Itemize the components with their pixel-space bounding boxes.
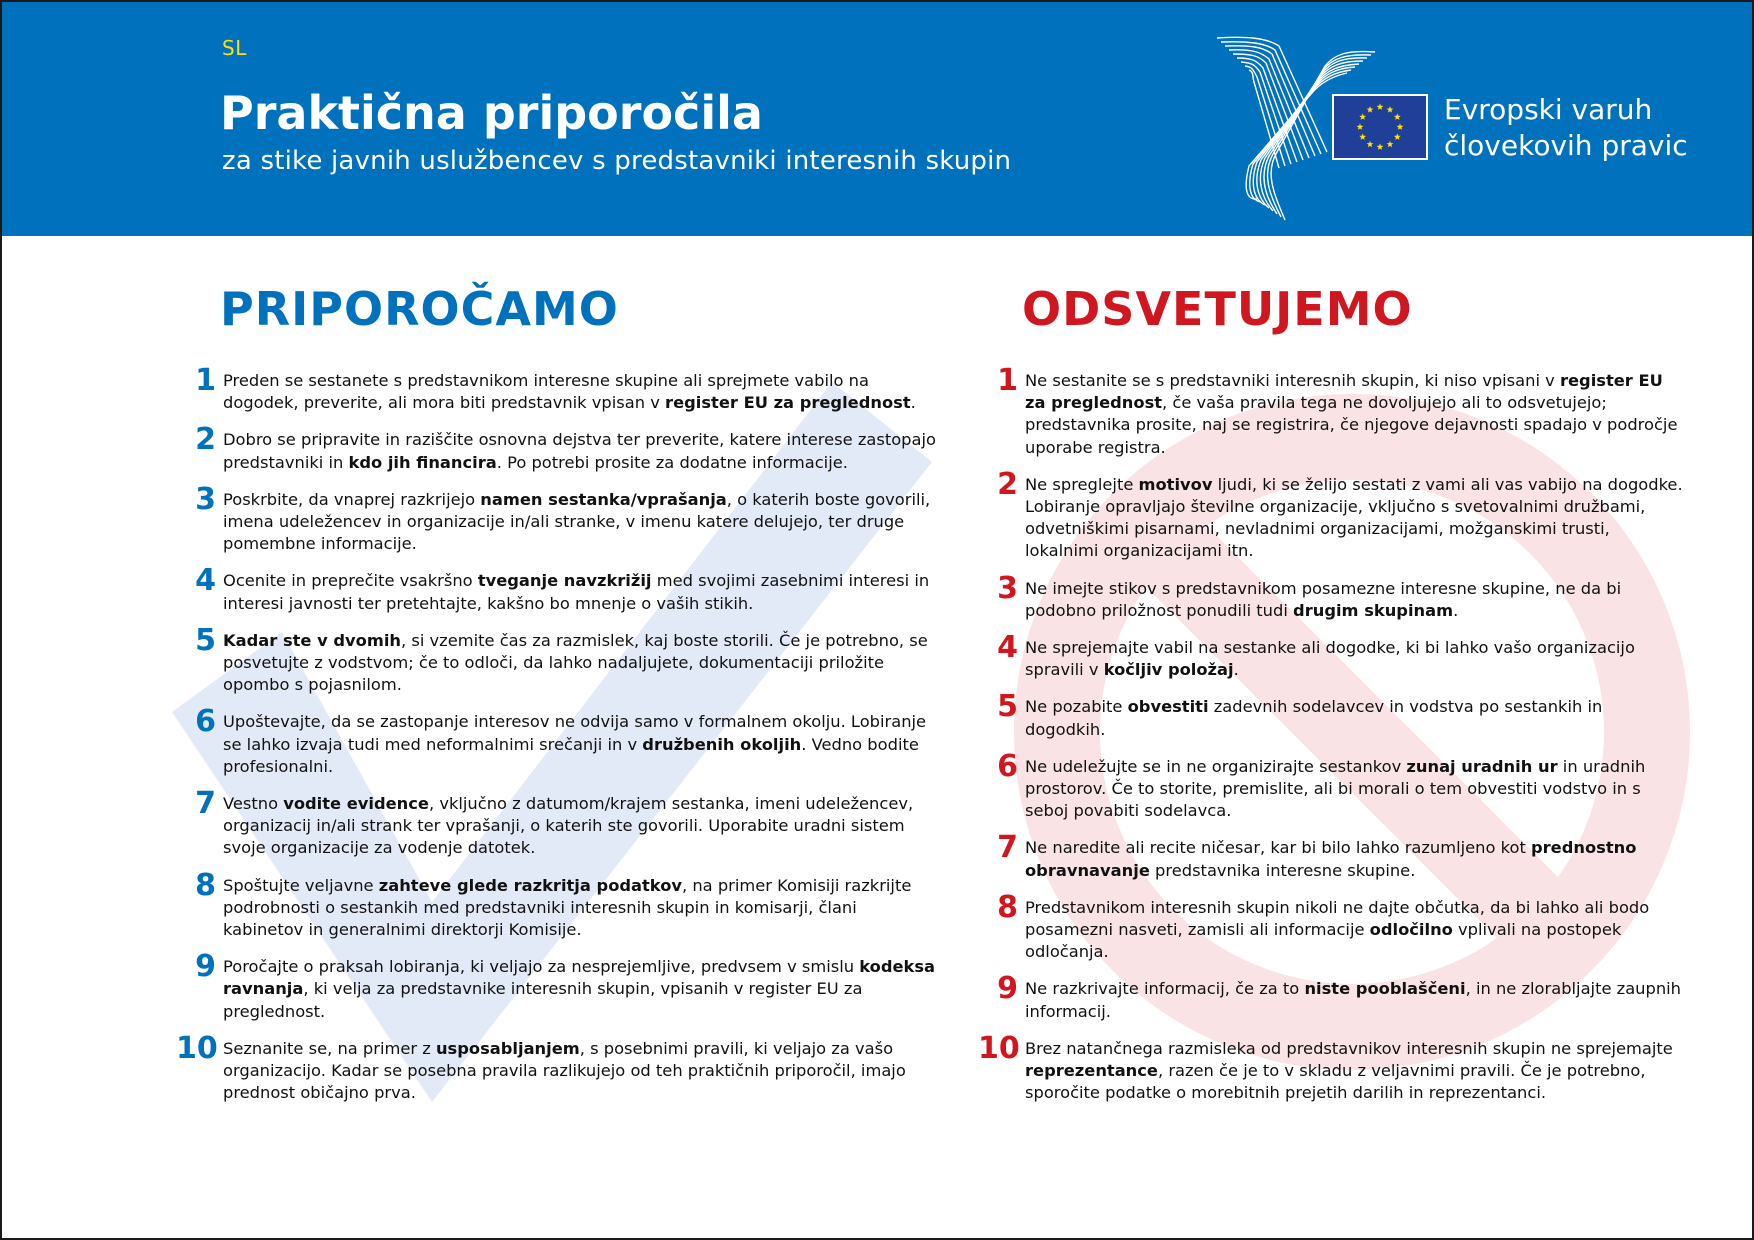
recommend-item-number: 6 [195, 704, 216, 740]
recommend-item-text [223, 1039, 906, 1102]
eu-star [1359, 133, 1366, 140]
recommend-item [182, 949, 942, 1023]
body-text: ljudi, ki se želijo sestati z vami ali vas vabijo na dogodke. Lobiranje opravljajo številne organizacije, vključno s svetovalnimi družbami, odvetniškimi pisarnami, nevladnimi organizacijami, možganskimi trusti, lokalnimi organizacijami itn. [1025, 474, 1683, 561]
body-text: , in ne zlorabljajte zaupnih informacij. [1025, 979, 1681, 1021]
discourage-item-text [1025, 697, 1602, 738]
recommend-list [176, 363, 942, 1104]
discourage-item-text [1025, 757, 1645, 820]
header-banner [2, 2, 1752, 236]
eu-star [1394, 133, 1401, 140]
eu-star [1377, 103, 1384, 110]
emphasis-text: motivov [1138, 474, 1213, 494]
body-text: Ne sestanite se s predstavniki interesnih skupin, ki niso vpisani v [1025, 371, 1560, 390]
emphasis-text: obvestiti [1127, 697, 1209, 717]
recommend-item [182, 363, 942, 414]
recommend-item-number: 8 [195, 867, 216, 903]
discourage-item [978, 1030, 1684, 1105]
emphasis-text: drugim skupinam [1293, 600, 1454, 620]
discourage-list [978, 363, 1684, 1104]
discourage-item-text [1025, 838, 1636, 879]
eu-star [1397, 123, 1404, 130]
emphasis-text: reprezentance [1025, 1061, 1158, 1081]
body-text: Ne sprejemajte vabil na sestanke ali dogodke, ki bi lahko vašo organizacijo spravili v [1025, 638, 1635, 680]
recommend-item-number: 7 [195, 786, 216, 822]
recommend-item-number: 4 [195, 563, 216, 599]
recommend-item-text [223, 631, 928, 694]
recommend-column [176, 282, 942, 1119]
discourage-heading: ODSVETUJEMO [1022, 282, 1413, 336]
body-text: Dobro se pripravite in raziščite osnovna dejstva ter preverite, katere interese zastopajo predstavniki in [223, 430, 936, 472]
body-text: . [1233, 660, 1239, 680]
discourage-item-text [1025, 979, 1681, 1020]
body-text: vplivali na postopek odločanja. [1025, 920, 1622, 962]
recommend-item [182, 704, 942, 778]
emphasis-text: niste pooblaščeni [1304, 979, 1466, 999]
body-text: , si vzemite čas za razmislek, kaj boste storili. Če je potrebno, se posvetujte z vodstvom; če to odloči, da lahko nadaljujete, dokumentaciji priložite opombo s pojasnilom. [223, 630, 928, 695]
recommend-item-number: 2 [195, 422, 216, 458]
discourage-item [984, 466, 1684, 563]
discourage-item-number: 10 [978, 1030, 1020, 1066]
eu-flag-icon [1332, 94, 1428, 160]
eu-star [1367, 106, 1374, 113]
body-text: Spoštujte veljavne [223, 875, 379, 895]
discourage-item-text [1025, 475, 1683, 561]
discourage-item-text [1025, 638, 1635, 679]
emphasis-text: tveganje navzkrižij [477, 571, 652, 591]
eu-star [1377, 143, 1384, 150]
recommend-item [182, 422, 942, 473]
recommend-item-text [223, 876, 911, 939]
discourage-item [984, 363, 1684, 459]
body-text: Ne udeležujte se in ne organizirajte sestankov [1025, 756, 1407, 776]
organization-name-line-1: Evropski varuh [1444, 93, 1653, 126]
eu-star [1387, 141, 1394, 148]
recommend-item [182, 867, 942, 942]
emphasis-text: register EU za preglednost [1025, 371, 1663, 413]
page-subtitle: za stike javnih uslužbencev s predstavniki interesnih skupin [222, 146, 1012, 176]
body-text: . Vedno bodite profesionalni. [223, 734, 919, 776]
emphasis-text: namen sestanka/vprašanja [480, 489, 727, 509]
recommend-item-number: 5 [195, 622, 216, 658]
recommend-item-text [223, 712, 926, 775]
emphasis-text: vodite evidence [283, 794, 429, 814]
body-text: Ne pozabite [1025, 697, 1128, 717]
body-text: predstavnika interesne skupine. [1149, 860, 1416, 880]
discourage-item-number: 3 [997, 570, 1018, 606]
discourage-item [984, 630, 1684, 681]
discourage-item-number: 5 [997, 689, 1018, 725]
discourage-item-number: 8 [997, 889, 1018, 925]
body-text: Poskrbite, da vnaprej razkrijejo [223, 489, 481, 509]
recommend-item-text [223, 794, 913, 857]
discourage-item-text [1025, 579, 1621, 620]
body-text: , na primer Komisiji razkrijte podrobnosti o sestankih med predstavniki interesnih skupin in komisarji, člani kabinetov in generalnimi direktorji Komisije. [223, 875, 912, 940]
discourage-item [984, 689, 1684, 740]
emphasis-text: prednostno obravnavanje [1025, 838, 1637, 880]
body-text: , ki velja za predstavnike interesnih skupin, vpisanih v register EU za preglednost. [223, 979, 863, 1021]
body-text: , če vaša pravila tega ne dovoljujejo ali to odsvetujejo; predstavnika prosite, naj se registrira, če njegove dejavnosti spadajo v področje uporabe registra. [1025, 393, 1678, 457]
discourage-item-number: 4 [997, 630, 1018, 666]
body-text: . Po potrebi prosite za dodatne informacije. [496, 452, 848, 472]
body-text: Vestno [223, 794, 284, 814]
discourage-item [984, 889, 1684, 964]
body-text: , o katerih boste govorili, imena udeležencev in organizacije in/ali stranke, v imenu katere delujejo, ter druge pomembne informacije. [223, 489, 931, 554]
emphasis-text: kdo jih financira [348, 452, 497, 472]
organization-name-line-2: človekovih pravic [1444, 129, 1688, 162]
body-text: Ne imejte stikov s predstavnikom posamezne interesne skupine, ne da bi podobno priložnost ponudili tudi [1025, 578, 1622, 620]
body-text: , vključno z datumom/krajem sestanka, imeni udeležencev, organizacij in/ali strank ter vprašanji, o katerih ste govorili. Uporabite uradni sistem svoje organizacije za vodenje datotek. [223, 794, 914, 858]
discourage-item [984, 748, 1684, 823]
eu-stars-circle [1334, 96, 1426, 158]
discourage-item-number: 7 [997, 830, 1018, 866]
discourage-item-text [1025, 371, 1677, 457]
eu-star [1357, 123, 1364, 130]
eu-star [1387, 106, 1394, 113]
page-title: Praktična priporočila [220, 86, 763, 140]
body-text: Ne spreglejte [1025, 474, 1139, 494]
recommend-item-text [223, 430, 936, 471]
body-text: Poročajte o praksah lobiranja, ki veljajo za nesprejemljive, predvsem v smislu [223, 957, 860, 977]
discourage-column [978, 282, 1684, 1119]
discourage-item-text [1025, 1039, 1673, 1102]
organization-name [1444, 92, 1688, 164]
body-text: . [910, 393, 916, 413]
body-text: , s posebnimi pravili, ki veljajo za vašo organizacijo. Kadar se posebna pravila razlikujejo od teh praktičnih priporočil, imajo prednost običajno prva. [223, 1038, 906, 1103]
body-text: med svojimi zasebnimi interesi in interesi javnosti ter pretehtajte, kakšno bo mnenje o vaših stikih. [223, 571, 930, 613]
recommend-item-number: 1 [195, 363, 216, 398]
recommend-item [182, 563, 942, 614]
eu-star [1394, 113, 1401, 120]
body-text: , razen če je to v skladu z veljavnimi pravili. Če je potrebno, sporočite podatke o morebitnih prejetih darilih in reprezentanci. [1025, 1061, 1646, 1103]
body-text: Ocenite in preprečite vsakršno [223, 571, 478, 591]
emphasis-text: register EU za preglednost [665, 393, 911, 413]
discourage-item [984, 570, 1684, 622]
emphasis-text: kočljiv položaj [1103, 660, 1234, 680]
discourage-item-number: 6 [997, 748, 1018, 784]
emphasis-text: odločilno [1369, 920, 1453, 940]
body-text: Upoštevajte, da se zastopanje interesov ne odvija samo v formalnem okolju. Lobiranje se lahko izvaja tudi med neformalnimi srečanji in v [223, 712, 927, 754]
discourage-item-number: 9 [997, 971, 1018, 1007]
recommend-item-number: 9 [195, 949, 216, 985]
discourage-item-text [1025, 898, 1649, 961]
discourage-item [984, 971, 1684, 1022]
body-text: . [1453, 600, 1459, 620]
body-text: Brez natančnega razmisleka od predstavnikov interesnih skupin ne sprejemajte [1025, 1038, 1673, 1058]
emphasis-text: kodeksa ravnanja [223, 957, 936, 999]
recommend-item [182, 622, 942, 697]
body-text: zadevnih sodelavcev in vodstva po sestankih in dogodkih. [1025, 697, 1603, 739]
emphasis-text: zahteve glede razkritja podatkov [378, 875, 682, 895]
recommend-item-text [223, 571, 929, 612]
emphasis-text: usposabljanjem [435, 1038, 580, 1058]
discourage-item-number: 1 [997, 363, 1018, 398]
eu-star [1367, 141, 1374, 148]
emphasis-text: Kadar ste v dvomih [223, 630, 401, 650]
recommend-item-text [223, 371, 916, 412]
recommend-item-number: 10 [176, 1030, 218, 1066]
discourage-item-number: 2 [997, 466, 1018, 502]
discourage-item [984, 830, 1684, 881]
body-text: Predstavnikom interesnih skupin nikoli ne dajte občutka, da bi lahko ali bodo posamezni nasveti, zamisli ali informacije [1025, 897, 1650, 940]
body-text: in uradnih prostorov. Če to storite, premislite, ali bi morali o tem obvestiti vodstvo in s seboj povabiti sodelavca. [1025, 756, 1646, 821]
language-code: SL [222, 36, 247, 60]
body-text: Ne naredite ali recite ničesar, kar bi bilo lahko razumljeno kot [1025, 838, 1531, 858]
recommend-item-text [223, 490, 930, 553]
recommend-heading: PRIPOROČAMO [220, 282, 619, 336]
recommend-item [182, 786, 942, 860]
recommend-item [182, 481, 942, 556]
emphasis-text: družbenih okoljih [642, 734, 802, 754]
eu-star [1359, 113, 1366, 120]
recommend-item-number: 3 [195, 481, 216, 517]
body-text: Seznanite se, na primer z [223, 1038, 436, 1058]
recommend-item-text [223, 957, 935, 1020]
emphasis-text: zunaj uradnih ur [1406, 756, 1558, 776]
body-text: Preden se sestanete s predstavnikom interesne skupine ali sprejmete vabilo na dogodek, preverite, ali mora biti predstavnik vpisan v [223, 371, 869, 413]
body-text: Ne razkrivajte informacij, če za to [1025, 979, 1305, 999]
recommend-item [176, 1030, 942, 1105]
